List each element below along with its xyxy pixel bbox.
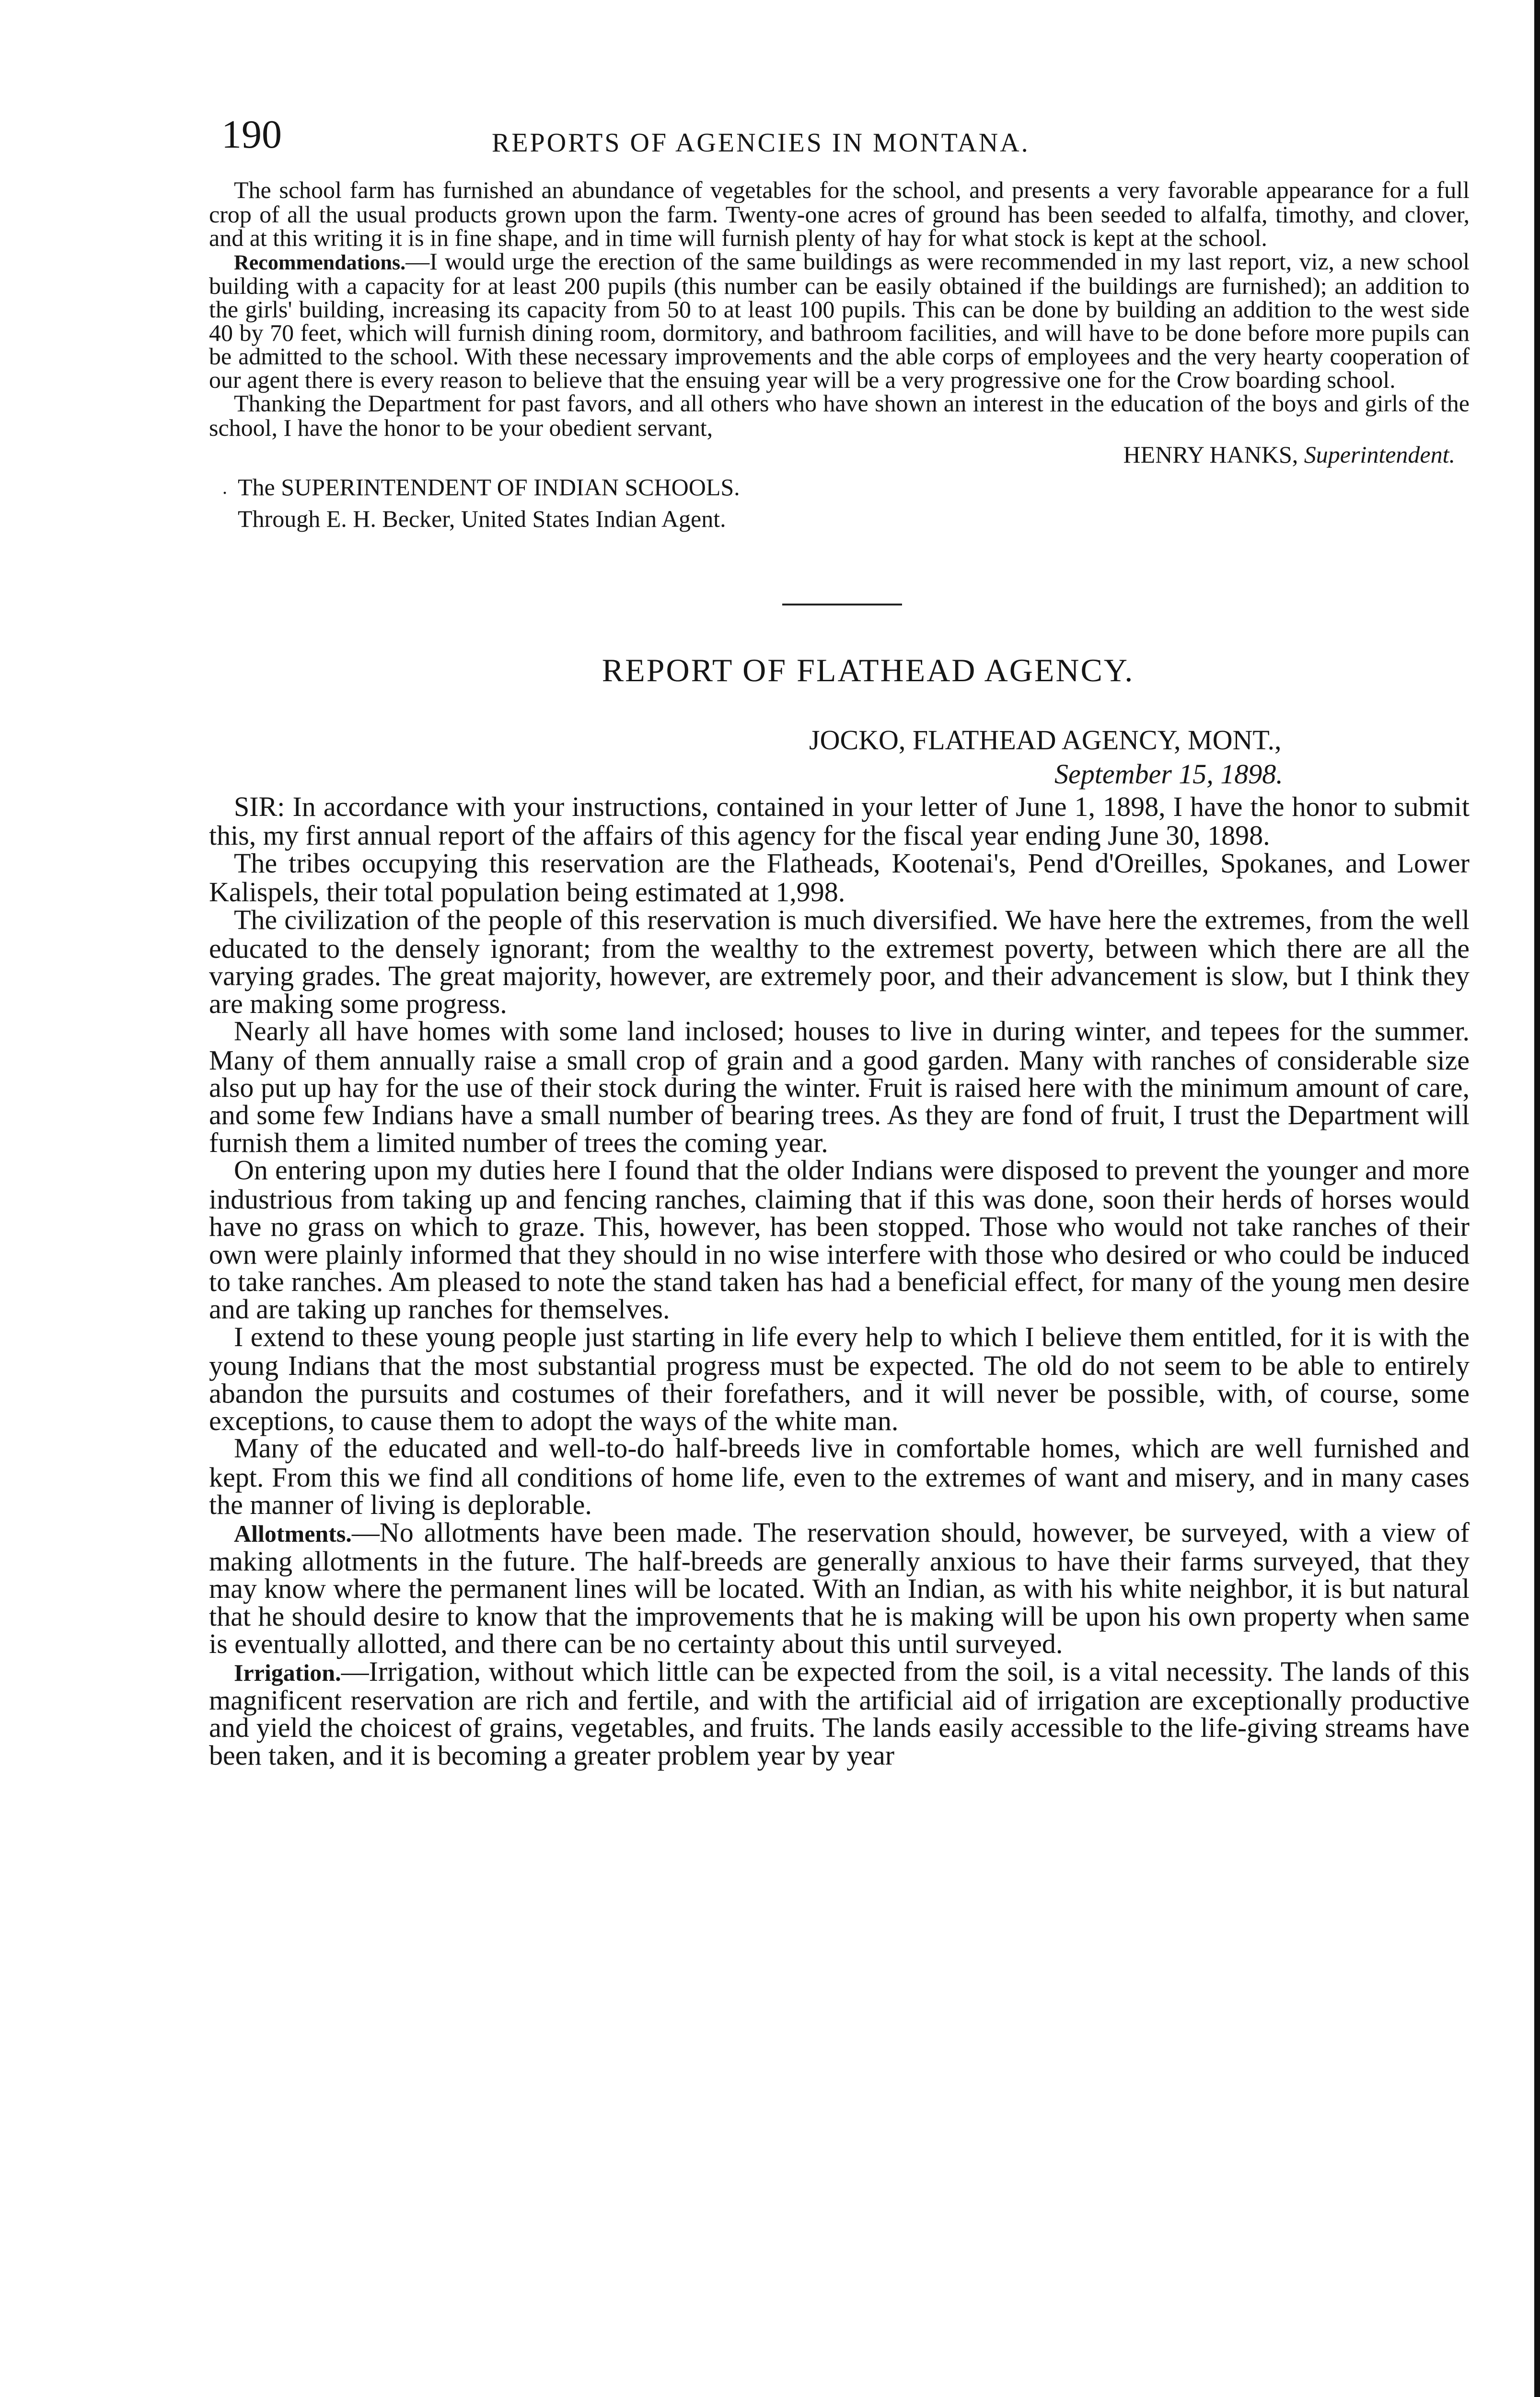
paragraph [209, 1156, 1470, 1323]
signature-row [209, 441, 1470, 471]
page-number: 190 [221, 112, 282, 157]
flathead-report-body [209, 793, 1470, 1769]
paragraph-text: On entering upon my duties here I found that the older Indians were disposed to prevent the younger and more industrious from taking up and fencing ranches, claiming that if this was done, soon their herds of horses would have no grass on which to graze. This, however, has been stopped. Those who would not take ranches of their own were plainly informed that they should in no wise interfere with those who desired or who could be induced to take ranches. Am pleased to note the stand taken has had a beneficial effect, for many of the young men desire and are taking up ranches for themselves. [209, 1154, 1470, 1325]
paragraph [209, 1655, 1470, 1771]
paragraph-text: Thanking the Department for past favors, and all others who have shown an interest in the education of the boys and girls of the school, I have the honor to be your obedient servant, [209, 390, 1470, 441]
signature-name: HENRY HANKS, [1123, 441, 1298, 468]
through-line: Through E. H. Becker, United States Indian Agent. [238, 505, 726, 532]
page-header [209, 111, 1470, 178]
paragraph-text: —Irrigation, without which little can be expected from the soil, is a vital necessity. The lands of this magnificent reservation are rich and fertile, and with the artificial aid of irrigation are exceptionally productive and yield the choicest of grains, vegetables, and fruits. The lands easily accessible to the life-giving streams have been taken, and it is becoming a greater problem year by year [209, 1655, 1470, 1771]
paragraph [209, 793, 1470, 849]
dateline-place: JOCKO, FLATHEAD AGENCY, MONT., [809, 724, 1282, 756]
paragraph [209, 906, 1470, 1018]
section-divider [782, 604, 902, 605]
stray-mark: . [222, 477, 227, 498]
dateline-date: September 15, 1898. [1054, 758, 1283, 790]
report-title: REPORT OF FLATHEAD AGENCY. [602, 652, 1135, 688]
paragraph-heading: Irrigation. [234, 1659, 341, 1686]
paragraph-heading: Recommendations. [234, 251, 406, 274]
document-page [209, 111, 1470, 1769]
paragraph-text: —No allotments have been made. The reservation should, however, be surveyed, with a view of making allotments in the future. The half-breeds are generally anxious to have their farms surveyed, that they may know where the permanent lines will be located. With an Indian, as with his white neighbor, it is but natural that he should desire to know that the improvements that he is making will be upon his own property when same is eventually allotted, and there can be no certainty about this until surveyed. [209, 1516, 1470, 1660]
addressee-text: The SUPERINTENDENT OF INDIAN SCHOOLS. [238, 474, 740, 500]
crow-school-report-section [209, 178, 1470, 533]
paragraph [209, 1516, 1470, 1660]
paragraph [209, 250, 1470, 392]
paragraph [209, 392, 1470, 440]
paragraph-text: The school farm has furnished an abundance of vegetables for the school, and presents a very favorable appearance for a full crop of all the usual products grown upon the farm. Twenty-one acres of ground has been seeded to alfalfa, timothy, and clover, and at this writing it is in fine shape, and in time will furnish plenty of hay for what stock is kept at the school. [209, 176, 1470, 251]
paragraph-text: The tribes occupying this reservation are the Flatheads, Kootenai's, Pend d'Oreilles, Spokanes, and Lower Kalispels, their total population being estimated at 1,998. [209, 847, 1470, 908]
running-head: REPORTS OF AGENCIES IN MONTANA. [492, 128, 1030, 158]
paragraph [209, 849, 1470, 906]
paragraph-text: Nearly all have homes with some land inclosed; houses to live in during winter, and tepees for the summer. Many of them annually raise a small crop of grain and a good garden. Many with ranches of considerable size also put up hay for the use of their stock during the winter. Fruit is raised here with the minimum amount of care, and some few Indians have a small number of bearing trees. As they are fond of fruit, I trust the Department will furnish them a limited number of trees the coming year. [209, 1015, 1470, 1158]
paragraph [209, 1017, 1470, 1156]
signature-title: Superintendent. [1304, 441, 1455, 468]
scan-edge-right [1534, 0, 1540, 2397]
paragraph [209, 1323, 1470, 1435]
paragraph-heading: Allotments. [234, 1520, 352, 1547]
signature [1123, 441, 1455, 468]
paragraph [209, 1432, 1470, 1521]
paragraph-text: I extend to these young people just starting in life every help to which I believe them entitled, for it is with the young Indians that the most substantial progress must be expected. The old do not seem to be able to entirely abandon the pursuits and costumes of their forefathers, and it will never be possible, with, of course, some exceptions, to cause them to adopt the ways of the white man. [209, 1321, 1470, 1436]
paragraph-text: SIR: In accordance with your instructions, contained in your letter of June 1, 1898, I have the honor to submit this, my first annual report of the affairs of this agency for the fiscal year ending June 30, 1898. [209, 791, 1470, 851]
paragraph-text: Many of the educated and well-to-do half-breeds live in comfortable homes, which are well furnished and kept. From this we find all conditions of home life, even to the extremes of want and misery, and in many cases the manner of living is deplorable. [209, 1432, 1470, 1521]
paragraph [209, 178, 1470, 250]
paragraph-text: The civilization of the people of this reservation is much diversified. We have here the extremes, from the well educated to the densely ignorant; from the wealthy to the extremest poverty, between which there are all the varying grades. The great majority, however, are extremely poor, and their advancement is slow, but I think they are making some progress. [209, 904, 1470, 1019]
addressee [222, 473, 1470, 501]
paragraph-text: —I would urge the erection of the same buildings as were recommended in my last report, viz, a new school building with a capacity for at least 200 pupils (this number can be easily obtained if the buildings are furnished); an addition to the girls' building, increasing its capacity from 50 to at least 100 pupils. This can be done by building an addition to the west side 40 by 70 feet, which will furnish dining room, dormitory, and bathroom facilities, and will have to be done before more pupils can be admitted to the school. With these necessary improvements and the able corps of employees and the very hearty cooperation of our agent there is every reason to believe that the ensuing year will be a very progressive one for the Crow boarding school. [209, 248, 1470, 393]
